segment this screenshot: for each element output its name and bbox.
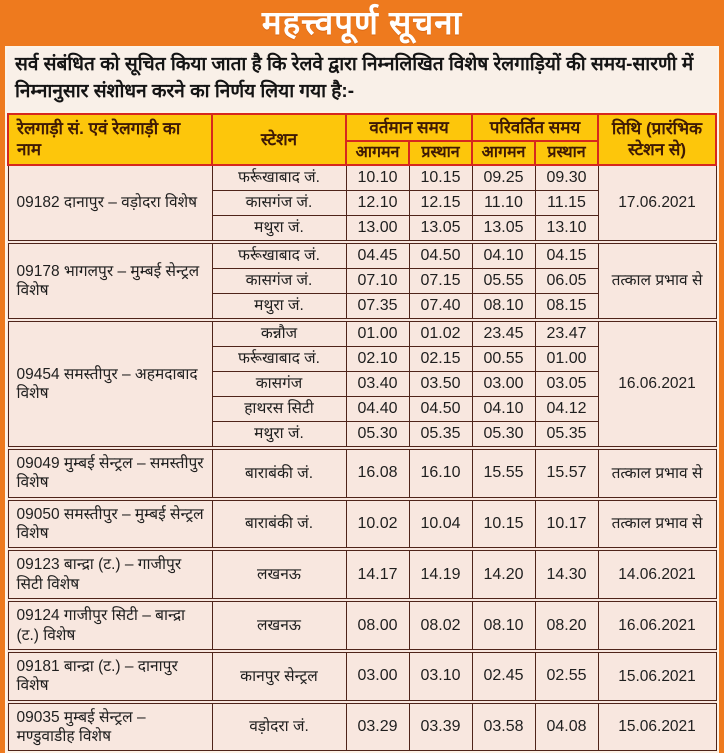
time-cell: 07.35 [346, 293, 409, 320]
date-cell: 17.06.2021 [598, 165, 716, 242]
header-departure-current: प्रस्थान [409, 141, 472, 165]
station-cell: लखनऊ [212, 600, 346, 651]
date-cell: 16.06.2021 [598, 600, 716, 651]
time-cell: 03.29 [346, 702, 409, 751]
time-cell: 00.55 [472, 346, 535, 371]
table-row [8, 651, 716, 702]
table-row [8, 499, 716, 550]
date-cell: 14.06.2021 [598, 549, 716, 600]
train-name-cell: 09050 समस्तीपुर – मुम्बई सेन्ट्रल विशेष [8, 499, 212, 550]
time-cell: 14.30 [535, 549, 598, 600]
table-row [8, 242, 716, 269]
time-cell: 15.55 [472, 448, 535, 499]
time-cell: 08.00 [346, 600, 409, 651]
train-name-cell: 09454 समस्तीपुर – अहमदाबाद विशेष [8, 320, 212, 448]
date-cell: तत्काल प्रभाव से [598, 499, 716, 550]
page-title: महत्त्वपूर्ण सूचना [5, 4, 719, 46]
station-cell: हाथरस सिटी [212, 396, 346, 421]
time-cell: 02.10 [346, 346, 409, 371]
train-name-cell: 09123 बान्द्रा (ट.) – गाजीपुर सिटी विशेष [8, 549, 212, 600]
time-cell: 04.10 [472, 396, 535, 421]
train-name-cell: 09049 मुम्बई सेन्ट्रल – समस्तीपुर विशेष [8, 448, 212, 499]
time-cell: 13.05 [409, 215, 472, 242]
station-cell: कासगंज जं. [212, 190, 346, 215]
station-cell: मथुरा जं. [212, 293, 346, 320]
station-cell: वड़ोदरा जं. [212, 702, 346, 751]
header-current-time: वर्तमान समय [346, 114, 472, 141]
time-cell: 03.00 [346, 651, 409, 702]
header-date: तिथि (प्रारंभिक स्टेशन से) [598, 114, 716, 165]
station-cell: बाराबंकी जं. [212, 448, 346, 499]
time-cell: 10.10 [346, 165, 409, 191]
time-cell: 08.02 [409, 600, 472, 651]
time-cell: 10.15 [472, 499, 535, 550]
table-row [8, 702, 716, 751]
time-cell: 05.35 [535, 421, 598, 448]
time-cell: 04.08 [535, 702, 598, 751]
notice-sheet [5, 46, 719, 753]
table-row [8, 600, 716, 651]
time-cell: 07.40 [409, 293, 472, 320]
time-cell: 05.55 [472, 268, 535, 293]
time-cell: 03.39 [409, 702, 472, 751]
time-cell: 04.50 [409, 396, 472, 421]
time-cell: 05.35 [409, 421, 472, 448]
station-cell: कासगंज जं. [212, 268, 346, 293]
time-cell: 16.10 [409, 448, 472, 499]
time-cell: 03.05 [535, 371, 598, 396]
time-cell: 08.15 [535, 293, 598, 320]
timetable-body [8, 165, 716, 751]
station-cell: कासगंज [212, 371, 346, 396]
time-cell: 23.47 [535, 320, 598, 347]
station-cell: फर्रूखाबाद जं. [212, 242, 346, 269]
time-cell: 07.10 [346, 268, 409, 293]
date-cell: तत्काल प्रभाव से [598, 242, 716, 320]
header-arrival-changed: आगमन [472, 141, 535, 165]
table-row [8, 320, 716, 347]
train-name-cell: 09035 मुम्बई सेन्ट्रल – मण्डुवाडीह विशेष [8, 702, 212, 751]
time-cell: 04.40 [346, 396, 409, 421]
time-cell: 08.10 [472, 293, 535, 320]
time-cell: 10.04 [409, 499, 472, 550]
time-cell: 15.57 [535, 448, 598, 499]
header-train: रेलगाड़ी सं. एवं रेलगाड़ी का नाम [8, 114, 212, 165]
time-cell: 02.15 [409, 346, 472, 371]
time-cell: 10.17 [535, 499, 598, 550]
date-cell: तत्काल प्रभाव से [598, 448, 716, 499]
header-changed-time: परिवर्तित समय [472, 114, 598, 141]
timetable-header [8, 114, 716, 165]
time-cell: 09.25 [472, 165, 535, 191]
time-cell: 04.10 [472, 242, 535, 269]
time-cell: 09.30 [535, 165, 598, 191]
time-cell: 23.45 [472, 320, 535, 347]
time-cell: 07.15 [409, 268, 472, 293]
time-cell: 13.05 [472, 215, 535, 242]
time-cell: 11.15 [535, 190, 598, 215]
timetable [7, 113, 717, 752]
station-cell: कानपुर सेन्ट्रल [212, 651, 346, 702]
time-cell: 05.30 [346, 421, 409, 448]
time-cell: 12.10 [346, 190, 409, 215]
train-name-cell: 09182 दानापुर – वड़ोदरा विशेष [8, 165, 212, 242]
station-cell: बाराबंकी जं. [212, 499, 346, 550]
time-cell: 11.10 [472, 190, 535, 215]
train-name-cell: 09178 भागलपुर – मुम्बई सेन्ट्रल विशेष [8, 242, 212, 320]
header-departure-changed: प्रस्थान [535, 141, 598, 165]
station-cell: लखनऊ [212, 549, 346, 600]
train-name-cell: 09124 गाजीपुर सिटी – बान्द्रा (ट.) विशेष [8, 600, 212, 651]
table-row [8, 448, 716, 499]
time-cell: 03.58 [472, 702, 535, 751]
time-cell: 03.40 [346, 371, 409, 396]
date-cell: 16.06.2021 [598, 320, 716, 448]
station-cell: मथुरा जं. [212, 215, 346, 242]
header-station: स्टेशन [212, 114, 346, 165]
time-cell: 03.00 [472, 371, 535, 396]
station-cell: फर्रूखाबाद जं. [212, 346, 346, 371]
time-cell: 02.55 [535, 651, 598, 702]
header-arrival-current: आगमन [346, 141, 409, 165]
time-cell: 14.17 [346, 549, 409, 600]
time-cell: 01.00 [346, 320, 409, 347]
time-cell: 01.00 [535, 346, 598, 371]
time-cell: 14.19 [409, 549, 472, 600]
time-cell: 06.05 [535, 268, 598, 293]
time-cell: 04.50 [409, 242, 472, 269]
time-cell: 04.45 [346, 242, 409, 269]
table-row [8, 549, 716, 600]
time-cell: 10.02 [346, 499, 409, 550]
time-cell: 04.12 [535, 396, 598, 421]
station-cell: मथुरा जं. [212, 421, 346, 448]
station-cell: कन्नौज [212, 320, 346, 347]
date-cell: 15.06.2021 [598, 651, 716, 702]
time-cell: 02.45 [472, 651, 535, 702]
time-cell: 12.15 [409, 190, 472, 215]
time-cell: 16.08 [346, 448, 409, 499]
time-cell: 03.10 [409, 651, 472, 702]
table-row [8, 165, 716, 191]
time-cell: 01.02 [409, 320, 472, 347]
station-cell: फर्रूखाबाद जं. [212, 165, 346, 191]
time-cell: 08.10 [472, 600, 535, 651]
date-cell: 15.06.2021 [598, 702, 716, 751]
intro-text: सर्व संबंधित को सूचित किया जाता है कि रेलवे द्वारा निम्नलिखित विशेष रेलगाड़ियों की समय-सारणी में निम्नानुसार संशोधन करने का निर्णय लिया गया है:- [7, 48, 717, 112]
time-cell: 13.00 [346, 215, 409, 242]
time-cell: 13.10 [535, 215, 598, 242]
time-cell: 05.30 [472, 421, 535, 448]
time-cell: 08.20 [535, 600, 598, 651]
time-cell: 10.15 [409, 165, 472, 191]
time-cell: 14.20 [472, 549, 535, 600]
time-cell: 03.50 [409, 371, 472, 396]
time-cell: 04.15 [535, 242, 598, 269]
train-name-cell: 09181 बान्द्रा (ट.) – दानापुर विशेष [8, 651, 212, 702]
